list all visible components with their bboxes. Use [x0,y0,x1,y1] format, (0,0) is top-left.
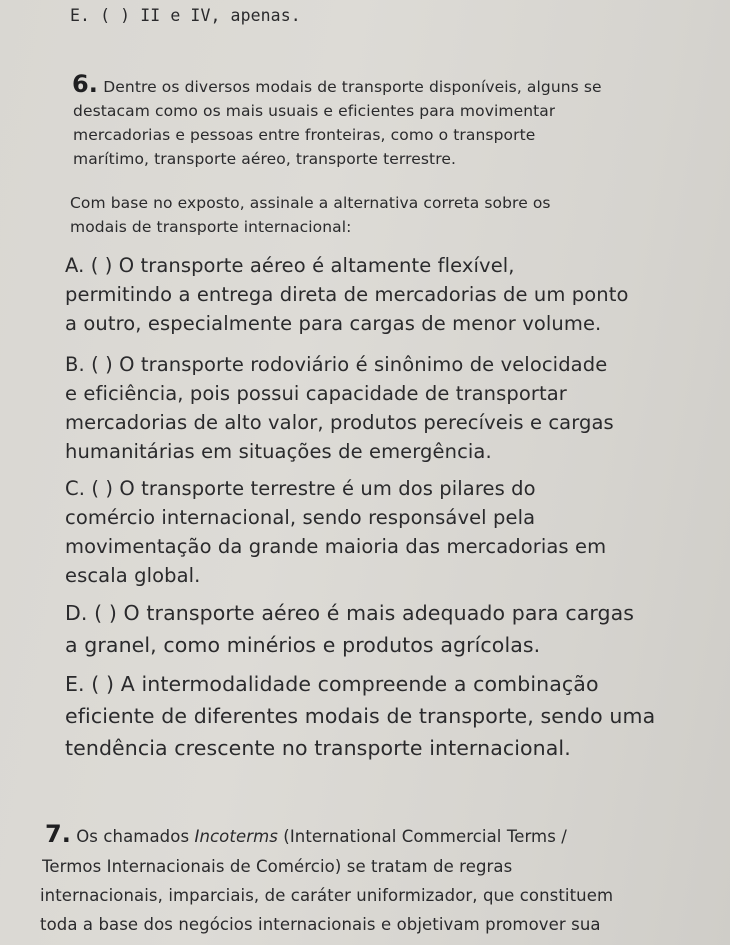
option-d-line-1[interactable]: D. ( ) O transporte aéreo é mais adequado para cargas [65,601,635,625]
option-b-line-2: e eficiência, pois possui capacidade de transportar [65,382,567,405]
option-c-line-2: comércio internacional, sendo responsável pela [65,506,536,529]
option-d-line-2: a granel, como minérios e produtos agrícolas. [65,633,541,657]
question-7-line-1 [45,820,567,848]
question-6-prompt-line-1: Com base no exposto, assinale a alternativa correta sobre os [70,194,551,212]
option-a-line-3: a outro, especialmente para cargas de menor volume. [65,312,602,335]
option-b-line-1[interactable]: B. ( ) O transporte rodoviário é sinônimo de velocidade [65,353,608,376]
question-6-intro-line-4: marítimo, transporte aéreo, transporte terrestre. [73,150,457,168]
question-6-intro-line-3: mercadorias e pessoas entre fronteiras, como o transporte [73,126,536,144]
option-c-line-3: movimentação da grande maioria das mercadorias em [65,535,607,558]
question-7-line-3: internacionais, imparciais, de caráter uniformizador, que constituem [40,886,614,905]
option-e-line-3: tendência crescente no transporte internacional. [65,736,571,760]
option-c-line-1[interactable]: C. ( ) O transporte terrestre é um dos pilares do [65,477,536,500]
question-7-line-2: Termos Internacionais de Comércio) se tratam de regras [42,857,513,876]
question-7-incoterms: Incoterms [194,827,278,846]
option-b-line-4: humanitárias em situações de emergência. [65,440,492,463]
question-7-text-after: (International Commercial Terms / [277,827,567,846]
question-6-intro-line-2: destacam como os mais usuais e eficientes para movimentar [73,102,556,120]
question-6-intro-line-1 [72,70,602,98]
option-e-line-2: eficiente de diferentes modais de transporte, sendo uma [65,704,656,728]
option-a-line-1[interactable]: A. ( ) O transporte aéreo é altamente flexível, [65,254,515,277]
question-7-line-4: toda a base dos negócios internacionais e objetivam promover sua [40,915,601,934]
question-7-number: 7. [45,820,72,848]
question-7-text-before: Os chamados [76,827,195,846]
option-c-line-4: escala global. [65,564,201,587]
option-e-line-1[interactable]: E. ( ) A intermodalidade compreende a combinação [65,672,599,696]
question-6-intro-text-1: Dentre os diversos modais de transporte disponíveis, alguns se [103,78,602,96]
prev-option-e: E. ( ) II e IV, apenas. [70,6,301,25]
question-6-number: 6. [72,70,99,98]
option-a-line-2: permitindo a entrega direta de mercadorias de um ponto [65,283,629,306]
option-b-line-3: mercadorias de alto valor, produtos perecíveis e cargas [65,411,614,434]
question-6-prompt-line-2: modais de transporte internacional: [70,218,352,236]
